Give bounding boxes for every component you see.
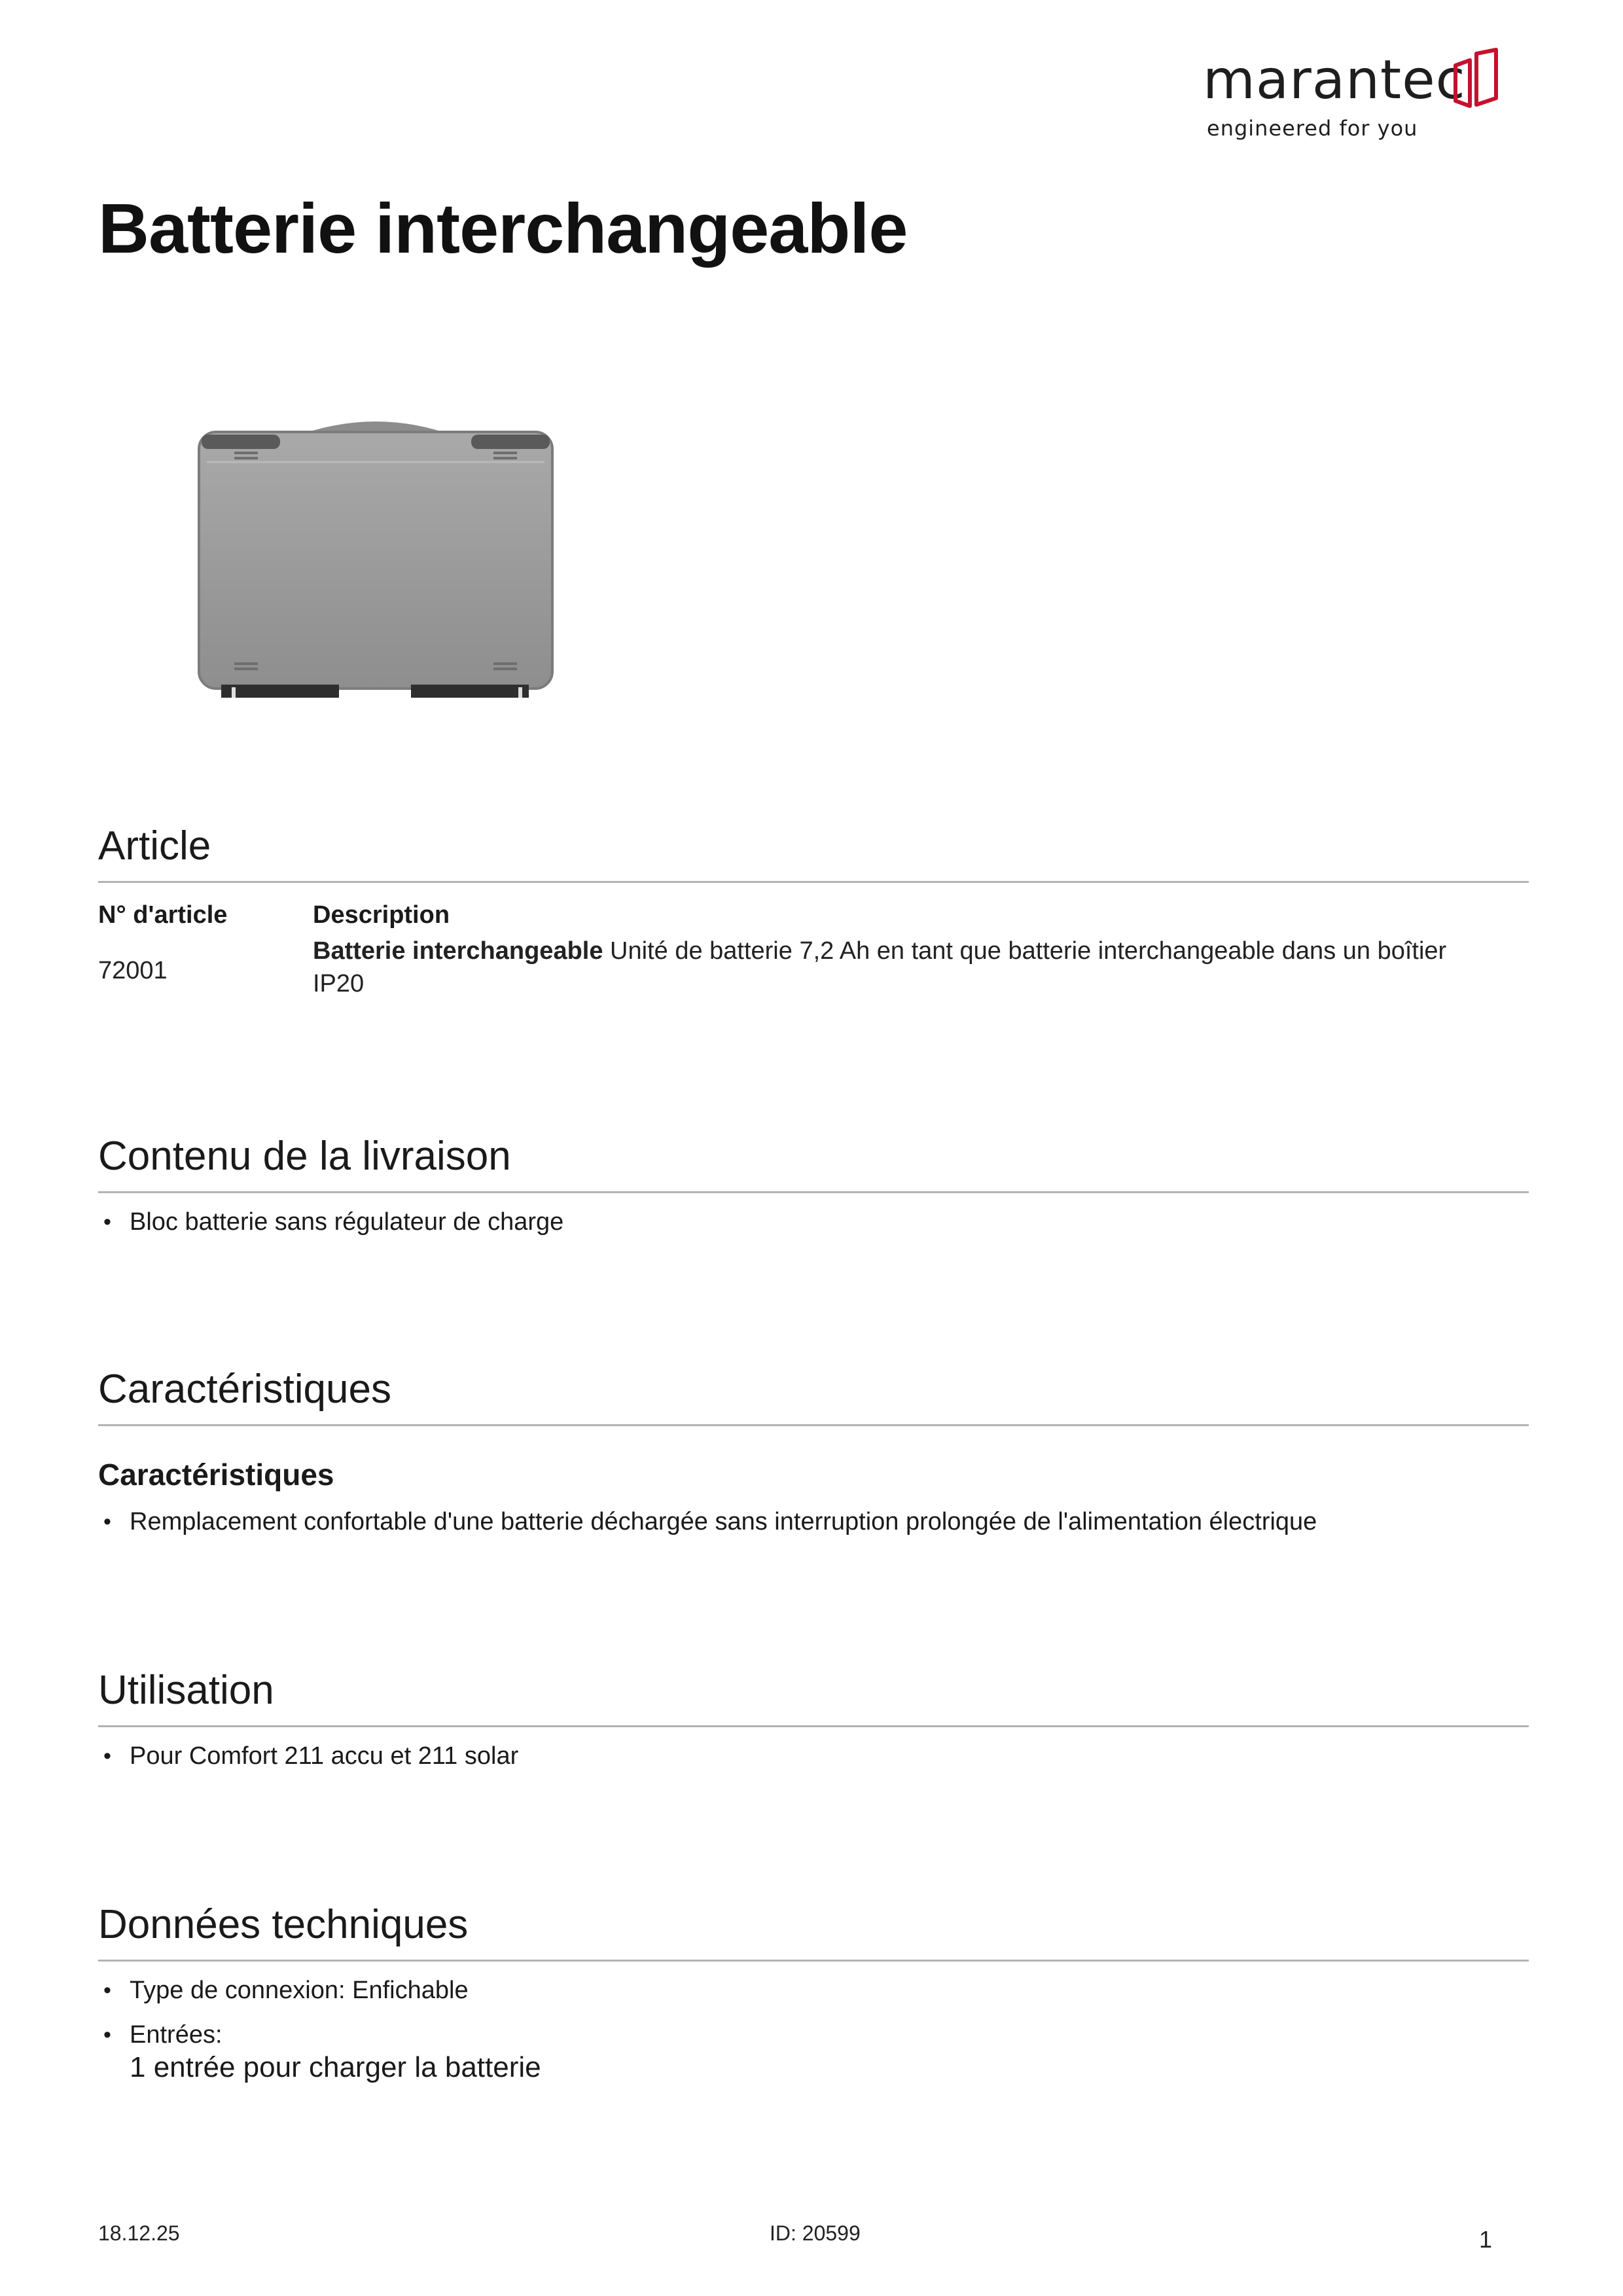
footer-page-number: 1 [1479, 2226, 1493, 2253]
divider [98, 881, 1529, 883]
features-list [98, 1505, 1529, 1550]
article-name: Batterie interchangeable [313, 937, 603, 965]
brand-mark-icon [1450, 46, 1503, 111]
brand-tagline: engineered for you [1207, 116, 1418, 141]
list-item [98, 2018, 1529, 2085]
page-title: Batterie interchangeable [98, 188, 908, 268]
technical-list [98, 1974, 1529, 2097]
features-subheading: Caractéristiques [98, 1458, 334, 1492]
footer-date: 18.12.25 [98, 2221, 180, 2245]
usage-list [98, 1740, 1529, 1784]
section-heading-article: Article [98, 823, 211, 869]
footer-id: ID: 20599 [770, 2221, 861, 2245]
technical-label: Type de connexion: Enfichable [130, 1977, 469, 2004]
brand-logo [1203, 41, 1504, 145]
column-header-description: Description [313, 901, 450, 929]
section-heading-technical: Données techniques [98, 1902, 469, 1947]
battery-case-image [195, 399, 556, 700]
list-item: • Remplacement confortable d'une batterie déchargée sans interruption prolongée de l'alimentation électrique [98, 1505, 1529, 1538]
divider [98, 1960, 1529, 1962]
article-description-text: Unité de batterie 7,2 Ah en tant que batterie interchangeable dans un boîtier IP20 [313, 937, 1447, 997]
list-item [98, 1974, 1529, 2007]
brand-name: marantec [1203, 49, 1466, 111]
list-item: • Bloc batterie sans régulateur de charge [98, 1206, 1529, 1238]
section-heading-usage: Utilisation [98, 1668, 274, 1713]
article-number: 72001 [98, 957, 168, 984]
section-heading-delivery: Contenu de la livraison [98, 1134, 511, 1179]
divider [98, 1191, 1529, 1193]
column-header-article-number: N° d'article [98, 901, 228, 929]
article-description [313, 935, 1491, 1000]
divider [98, 1725, 1529, 1727]
divider [98, 1424, 1529, 1426]
delivery-list [98, 1206, 1529, 1250]
technical-value: 1 entrée pour charger la batterie [130, 2051, 541, 2083]
technical-label: Entrées: [130, 2021, 223, 2049]
section-heading-features: Caractéristiques [98, 1367, 391, 1412]
list-item: • Pour Comfort 211 accu et 211 solar [98, 1740, 1529, 1772]
